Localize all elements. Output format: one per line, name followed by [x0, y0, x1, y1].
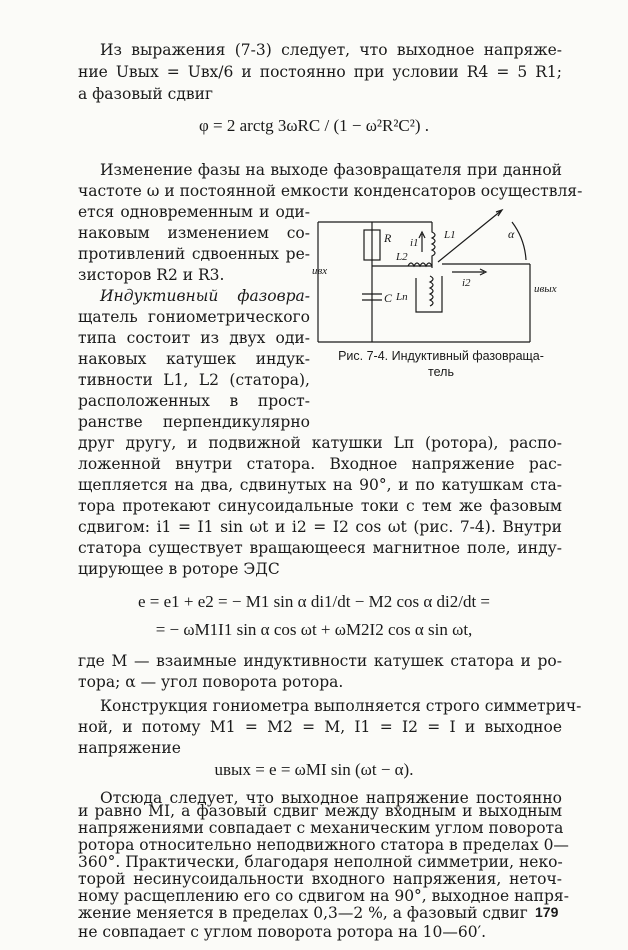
label-r: R	[384, 231, 392, 245]
page-number: 179	[535, 904, 559, 920]
text-line: друг другу, и подвижной катушки Lп (ротора), распо-	[78, 434, 562, 452]
figure-caption	[316, 348, 566, 380]
formula-output-voltage: uвых = e = ωMI sin (ωt − α).	[214, 760, 414, 779]
text-line: зисторов R2 и R3.	[78, 266, 225, 284]
text-line: наковым изменением со-	[78, 224, 310, 242]
text-line: а фазовый сдвиг	[78, 85, 214, 103]
label-ln: Lп	[396, 291, 408, 303]
text-line: типа состоит из двух оди-	[78, 329, 310, 347]
formula-emf-expanded: = − ωM1I1 sin α cos ωt + ωM2I2 cos α sin ωt,	[155, 620, 473, 639]
label-c: C	[384, 291, 393, 305]
label-u-in: uвх	[312, 265, 328, 277]
caption-line: Рис. 7-4. Индуктивный фазовраща-	[338, 349, 544, 363]
label-l1: L1	[444, 229, 456, 241]
text-line: противлений сдвоенных ре-	[78, 245, 310, 263]
text-line: где M — взаимные индуктивности катушек статора и ро-	[78, 652, 562, 670]
text-line: напряжение	[78, 739, 181, 757]
text-line: цирующее в роторе ЭДС	[78, 560, 280, 578]
text-line: тора протекают синусоидальные токи с тем же фазовым	[78, 497, 562, 515]
label-alpha: α	[508, 227, 515, 241]
text-line: расположенных в прост-	[78, 392, 310, 410]
text-line: напряжениями совпадает с механическим углом поворота	[78, 819, 564, 837]
text-line: ние Uвых = Uвх/6 и постоянно при условии R4 = 5 R1;	[78, 63, 562, 81]
formula-phase-shift: φ = 2 arctg 3ωRC / (1 − ω²R²C²) .	[198, 116, 430, 135]
text-line: ному расщеплению его со сдвигом на 90°, выходное напря-	[78, 887, 569, 905]
caption-line: тель	[428, 365, 454, 379]
formula-emf: e = e1 + e2 = − M1 sin α di1/dt − M2 cos α di2/dt =	[137, 592, 491, 611]
text-line: ной, и потому M1 = M2 = M, I1 = I2 = I и выходное	[78, 718, 562, 736]
text-line: торой несинусоидальности входного напряжения, неточ-	[78, 870, 562, 888]
label-i2: i2	[462, 277, 471, 289]
text-line: щепляется на два, сдвинутых на 90°, и по катушкам ста-	[78, 476, 562, 494]
text-line: Конструкция гониометра выполняется строго симметрич-	[100, 697, 582, 715]
text-line: тора; α — угол поворота ротора.	[78, 673, 344, 691]
text-line: ется одновременным и оди-	[78, 203, 310, 221]
text-line: частоте ω и постоянной емкости конденсаторов осуществля-	[78, 182, 583, 200]
text-line: статора существует вращающееся магнитное поле, инду-	[78, 539, 562, 557]
text-line: Отсюда следует, что выходное напряжение постоянно	[100, 789, 562, 807]
text-line: и равно MI, а фазовый сдвиг между входным и выходным	[78, 802, 562, 820]
text-line: не совпадает с углом поворота ротора на 10—60′.	[78, 923, 487, 941]
coil-l1	[432, 222, 435, 268]
text-line: ранстве перпендикулярно	[78, 413, 310, 431]
inductive-phase-shifter-diagram	[312, 208, 562, 356]
label-i1: i1	[410, 237, 419, 249]
text-line: жение меняется в пределах 0,3—2 %, а фазовый сдвиг	[78, 904, 528, 922]
text-line: 360°. Практически, благодаря неполной симметрии, неко-	[78, 853, 563, 871]
text-line: ротора относительно неподвижного статора в пределах 0—	[78, 836, 569, 854]
coil-ln	[430, 276, 433, 306]
text-line: Индуктивный фазовра-	[100, 287, 310, 305]
text-line: наковых катушек индук-	[78, 350, 310, 368]
text-line: ложенной внутри статора. Входное напряжение рас-	[78, 455, 562, 473]
text-line: тивности L1, L2 (статора),	[78, 371, 310, 389]
text-line: щатель гониометрического	[78, 308, 310, 326]
text-line: сдвигом: i1 = I1 sin ωt и i2 = I2 cos ωt (рис. 7-4). Внутри	[78, 518, 562, 536]
label-u-out: uвых	[534, 283, 557, 295]
text-line: Из выражения (7-3) следует, что выходное напряже-	[100, 41, 562, 59]
text-line: Изменение фазы на выходе фазовращателя при данной	[100, 161, 562, 179]
label-l2: L2	[396, 251, 408, 263]
